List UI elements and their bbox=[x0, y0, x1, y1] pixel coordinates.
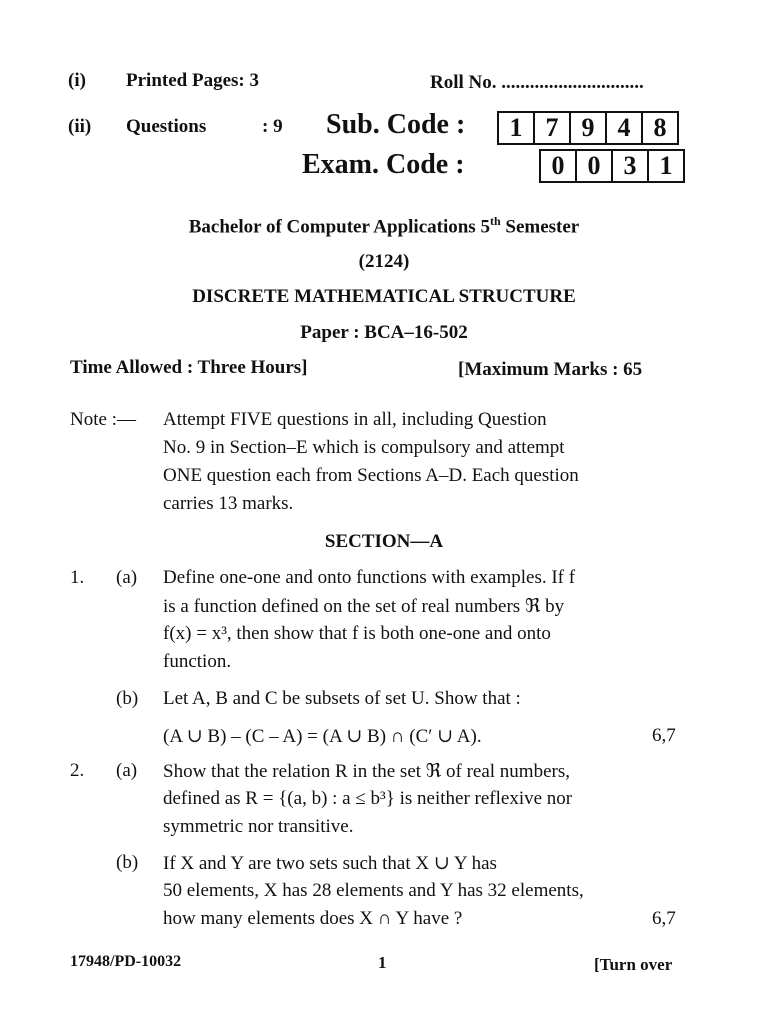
question-line: function. bbox=[163, 651, 232, 672]
exam-code-digit: 0 bbox=[551, 151, 565, 180]
exam-code-digit: 0 bbox=[575, 151, 611, 181]
question-marks: 6,7 bbox=[652, 725, 676, 746]
section-heading: SECTION—A bbox=[324, 531, 444, 552]
course-title-sup: th bbox=[489, 214, 501, 228]
note-line: Attempt FIVE questions in all, including Question bbox=[163, 409, 547, 430]
note-line: carries 13 marks. bbox=[163, 493, 294, 514]
question-line: is a function defined on the set of real numbers ℜ by bbox=[163, 596, 565, 617]
sub-code-boxes bbox=[497, 111, 679, 145]
question-marks: 6,7 bbox=[652, 908, 676, 929]
question-line: symmetric nor transitive. bbox=[163, 816, 354, 837]
sub-code-digit: 9 bbox=[569, 113, 605, 143]
question-line: 50 elements, X has 28 elements and Y has 32 elements, bbox=[163, 880, 584, 901]
note-line: No. 9 in Section–E which is compulsory and attempt bbox=[163, 437, 565, 458]
note-label: Note :— bbox=[70, 409, 136, 430]
question-line: (A ∪ B) – (C – A) = (A ∪ B) ∩ (C′ ∪ A). bbox=[163, 726, 482, 747]
exam-code-digit: 1 bbox=[647, 151, 683, 181]
question-line: Define one-one and onto functions with examples. If f bbox=[163, 567, 576, 588]
footer-code: 17948/PD-10032 bbox=[70, 953, 182, 970]
roll-no-label: Roll No. .............................. bbox=[430, 72, 644, 93]
course-title bbox=[0, 214, 768, 238]
printed-pages-num: (i) bbox=[68, 70, 86, 91]
question-part-label: (a) bbox=[116, 567, 138, 588]
subject-title: DISCRETE MATHEMATICAL STRUCTURE bbox=[192, 286, 576, 307]
sub-code-digit: 1 bbox=[509, 113, 523, 142]
sub-code-digit: 8 bbox=[641, 113, 677, 143]
course-title-text: Bachelor of Computer Applications 5 bbox=[188, 216, 490, 238]
exam-code-digit: 3 bbox=[611, 151, 647, 181]
exam-code-label: Exam. Code : bbox=[302, 149, 465, 180]
page-number: 1 bbox=[378, 953, 387, 972]
question-line: f(x) = x³, then show that f is both one-one and onto bbox=[163, 623, 551, 644]
sub-code-label: Sub. Code : bbox=[326, 109, 466, 140]
questions-label: Questions bbox=[126, 116, 207, 137]
exam-code-boxes bbox=[539, 149, 685, 183]
sub-code-digit: 4 bbox=[605, 113, 641, 143]
turn-over: [Turn over bbox=[594, 955, 673, 974]
question-line: If X and Y are two sets such that X ∪ Y has bbox=[163, 853, 497, 874]
sub-code-digit: 7 bbox=[533, 113, 569, 143]
time-allowed: Time Allowed : Three Hours] bbox=[70, 357, 308, 378]
question-part-label: (b) bbox=[116, 688, 139, 709]
maximum-marks: [Maximum Marks : 65 bbox=[458, 359, 643, 380]
course-title-tail: Semester bbox=[500, 216, 580, 238]
question-number: 1. bbox=[70, 567, 85, 588]
question-number: 2. bbox=[70, 760, 85, 781]
question-line: how many elements does X ∩ Y have ? bbox=[163, 908, 463, 929]
exam-year: (2124) bbox=[358, 251, 410, 272]
paper-code: Paper : BCA–16-502 bbox=[300, 322, 468, 343]
question-part-label: (a) bbox=[116, 760, 138, 781]
note-line: ONE question each from Sections A–D. Each question bbox=[163, 465, 579, 486]
question-line: Let A, B and C be subsets of set U. Show that : bbox=[163, 688, 521, 709]
question-line: defined as R = {(a, b) : a ≤ b³} is neither reflexive nor bbox=[163, 788, 573, 809]
questions-num: (ii) bbox=[68, 116, 92, 137]
printed-pages-label: Printed Pages: 3 bbox=[126, 70, 259, 91]
question-part-label: (b) bbox=[116, 852, 139, 873]
questions-value: : 9 bbox=[262, 116, 283, 137]
question-line: Show that the relation R in the set ℜ of real numbers, bbox=[163, 761, 570, 782]
